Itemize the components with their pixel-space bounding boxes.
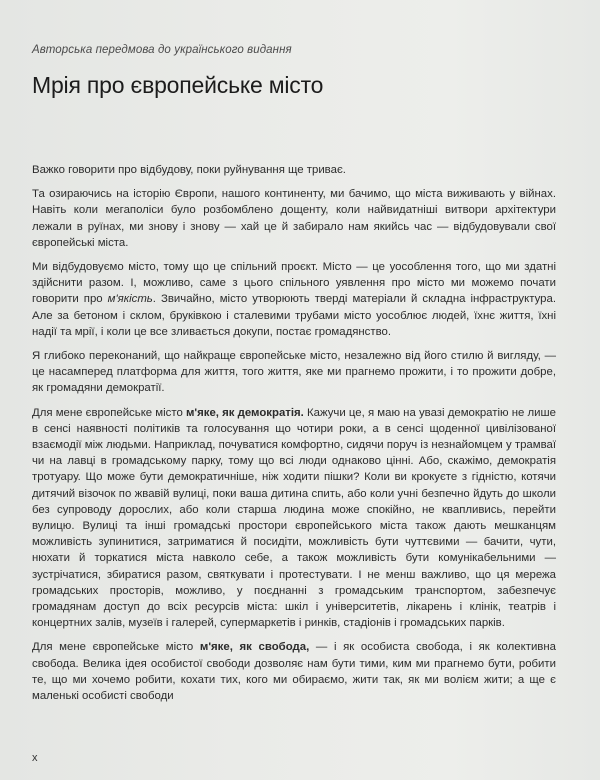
paragraph-5 [32,405,556,632]
paragraph-3-emphasis: м'якість [107,293,153,306]
book-page [32,0,578,780]
body-text [32,162,556,712]
paragraph-1: Важко говорити про відбудову, поки руйнування ще триває. [32,164,346,176]
paragraph-6 [32,639,556,704]
paragraph-5-bold: м'яке, як демократія. [185,406,304,419]
paragraph-4: Я глибоко переконаний, що найкраще європейське місто, незалежно від його стилю й вигляду, — це насамперед платформа для життя, того життя, яке ми прагнемо прожити, і то прожити добре, як громадяни демократії. [32,350,556,395]
chapter-title: Мрія про європейське місто [32,72,324,98]
paragraph-6-bold: м'яке, як свобода, [199,641,310,654]
paragraph-5-text-a: Для мене європейське місто [32,406,186,419]
paragraph-6-text-b: — і як особиста свобода, і як колективна свобода. Велика ідея особистої свободи дозволяє нам бути тими, ким ми прагнемо бути, робити те, що ми хочемо робити, кохати тих, кого ми обираємо, жити так, як ми волієм жити; а ще є маленькі особисті свободи [32,641,556,703]
paragraph-5-text-b: Кажучи це, я маю на увазі демократію не лише в сенсі наявності політиків та голосування що чотири роки, а в сенсі щоденної цивілізованої взаємодії між людьми. Наприклад, почуватися комфортно, сидячи поруч із незнайомцем у трамваї чи на лавці в громадському парку, тому що всі люди однаково цінні. Або, скажімо, демократія тротуару. Що може бути демократичніше, ніж ходити пішки? Коли ви крокуєте з гідністю, котячи дитячий візочок по жвавій вулиці, поки ваша дитина спить, або коли учні безпечно йдуть до школи без супроводу дорослих, або коли старша людина може спокійно, не квапливись, перейти вулицю. Вулиці та інші громадські простори європейського міста також дають мешканцям можливість зупинитися, затриматися й посидіти, можливість бути чуттєвими — бачити, чути, нюхати й торкатися міста навколо себе, а також можливість бути комунікабельними — зустрічатися, збиратися разом, святкувати і протестувати. І не менш важливо, що ця мережа громадських просторів, можливо, у поєднанні з громадським транспортом, забезпечує громадянам доступ до всіх ресурсів міста: шкіл і університетів, лікарень і клінік, театрів і концертних залів, музеїв і галерей, супермаркетів і ринків, стадіонів і громадських парків. [32,406,557,630]
paragraph-3-text-b: . Звичайно, місто утворюють тверді матеріали й складна інфраструктура. Але за бетоном і склом, бруківкою і сталевими трубами місто уособлює людей, їхнє життя, їхні надії та мрії, і коли це все зливається докупи, постає громадянство. [32,293,556,338]
paragraph-6-text-a: Для мене європейське місто [32,641,200,654]
page-number: x [32,752,38,764]
paragraph-2: Та озираючись на історію Європи, нашого континенту, ми бачимо, що міста виживають у війнах. Навіть коли мегаполіси було розбомблено дощенту, коли найвидатніші витвори архітектури лежали в руїнах, ми знову і знову — хай це й забирало нам якийсь час — відбудовували свої європейські міста. [32,188,556,249]
running-head: Авторська передмова до українського видання [32,44,292,56]
paragraph-3-text-a: Ми відбудовуємо місто, тому що це спільний проєкт. Місто — це уособлення того, що ми здатні здійснити разом. І, можливо, саме з цього спільного уявлення про місто ми можемо почати говорити про [32,261,556,306]
paragraph-3 [32,259,556,340]
